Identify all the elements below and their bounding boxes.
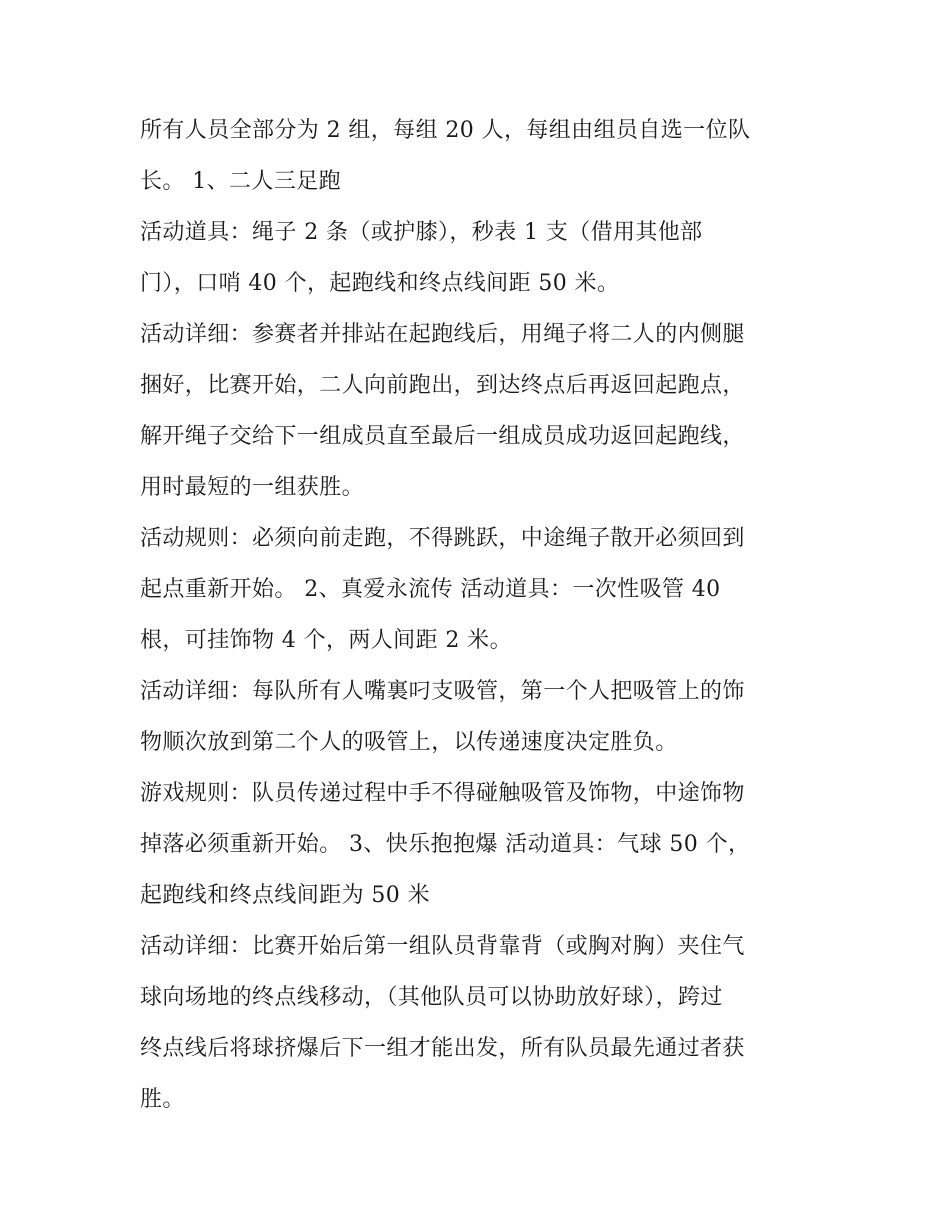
text-line: 用时最短的一组获胜。 — [140, 475, 365, 500]
document-body — [140, 105, 820, 1125]
text-line: 解开绳子交给下一组成员直至最后一组成员成功返回起跑线， — [140, 424, 745, 449]
text-line: 游戏规则：队员传递过程中手不得碰触吸管及饰物，中途饰物 — [140, 781, 745, 806]
text-line: 所有人员全部分为 2 组，每组 20 人，每组由组员自选一位队 — [140, 118, 751, 143]
text-line: 终点线后将球挤爆后下一组才能出发，所有队员最先通过者获 — [140, 1036, 745, 1061]
text-line: 活动详细：参赛者并排站在起跑线后，用绳子将二人的内侧腿 — [140, 322, 745, 347]
text-line: 捆好，比赛开始，二人向前跑出，到达终点后再返回起跑点， — [140, 373, 745, 398]
text-line: 长。 1、二人三足跑 — [140, 169, 341, 194]
text-line: 根，可挂饰物 4 个，两人间距 2 米。 — [140, 628, 512, 653]
text-line: 活动详细：比赛开始后第一组队员背靠背（或胸对胸）夹住气 — [140, 934, 745, 959]
text-line: 活动详细：每队所有人嘴裏叼支吸管，第一个人把吸管上的饰 — [140, 679, 745, 704]
text-line: 球向场地的终点线移动，（其他队员可以协助放好球），跨过 — [140, 985, 723, 1010]
text-line: 活动规则：必须向前走跑，不得跳跃，中途绳子散开必须回到 — [140, 526, 745, 551]
text-line: 掉落必须重新开始。 3、快乐抱抱爆 活动道具：气球 50 个， — [140, 832, 751, 857]
text-line: 起跑线和终点线间距为 50 米 — [140, 883, 430, 908]
text-line: 门），口哨 40 个，起跑线和终点线间距 50 米。 — [140, 271, 620, 296]
text-line: 胜。 — [140, 1087, 185, 1112]
text-line: 物顺次放到第二个人的吸管上，以传递速度决定胜负。 — [140, 730, 678, 755]
text-line: 活动道具：绳子 2 条（或护膝），秒表 1 支（借用其他部 — [140, 220, 703, 245]
text-line: 起点重新开始。 2、真爱永流传 活动道具：一次性吸管 40 — [140, 577, 721, 602]
